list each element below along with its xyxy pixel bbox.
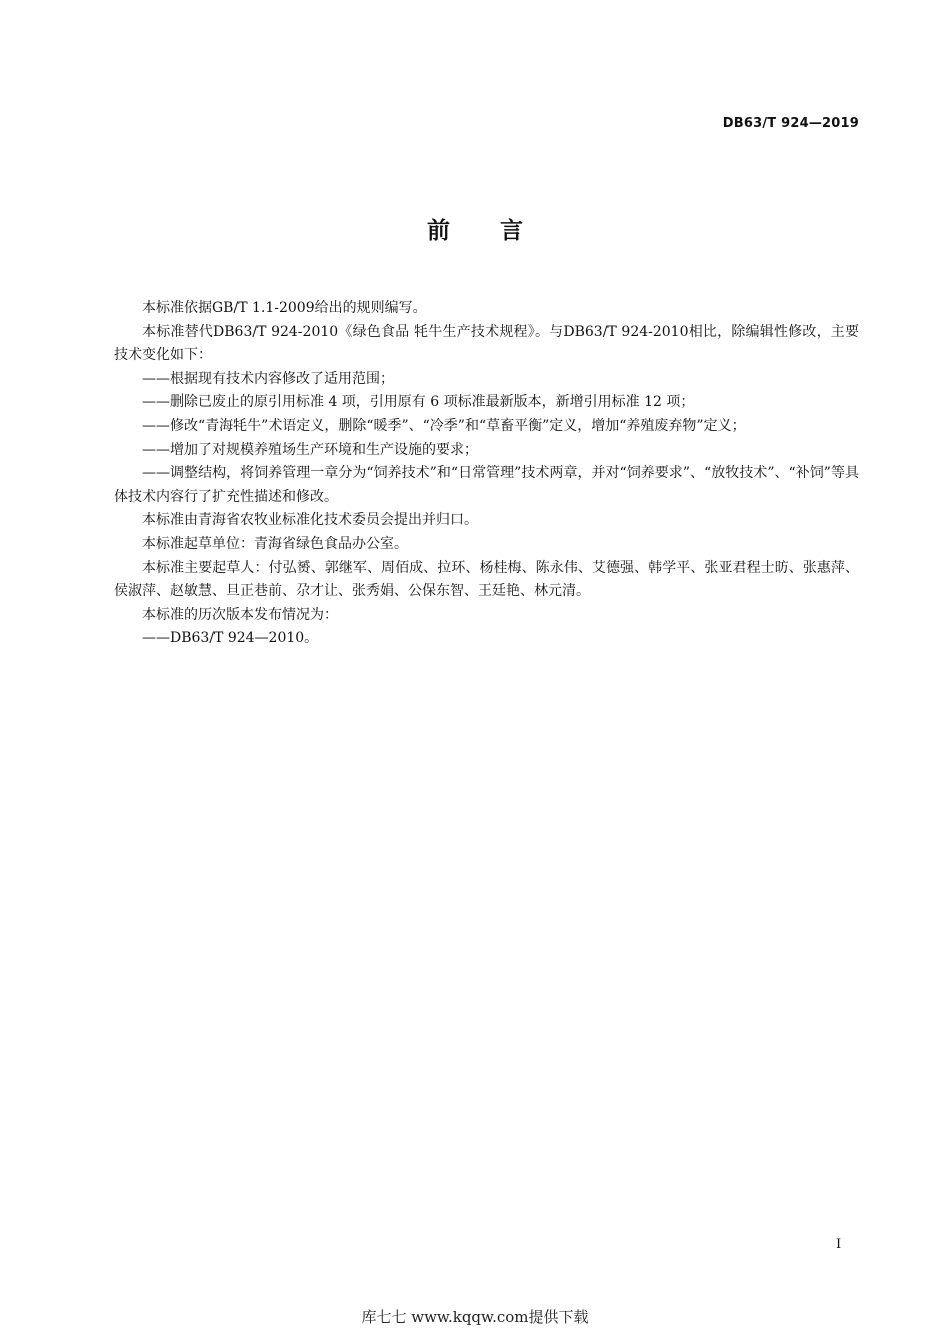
footer-watermark: 库七七 www.kqqw.com提供下载 <box>361 1308 589 1326</box>
document-code: DB63/T 924—2019 <box>722 116 859 131</box>
paragraph-history: 本标准的历次版本发布情况为： <box>142 606 338 623</box>
history-item: ——DB63/T 924—2010。 <box>142 630 319 647</box>
paragraph-drafting-unit: 本标准起草单位：青海省绿色食品办公室。 <box>142 535 408 552</box>
change-item: ——根据现有技术内容修改了适用范围； <box>142 370 394 387</box>
change-item: ——删除已废止的原引用标准 4 项，引用原有 6 项标准最新版本，新增引用标准 12 项； <box>142 394 695 411</box>
change-item: ——修改“青海牦牛”术语定义，删除“暖季”、“冷季”和“草畜平衡”定义，增加“养殖废弃物”定义； <box>142 417 746 434</box>
change-item: ——增加了对规模养殖场生产环境和生产设施的要求； <box>142 441 478 458</box>
page-number: I <box>836 1237 842 1252</box>
document-body <box>114 297 859 651</box>
change-item: ——调整结构，将饲养管理一章分为“饲养技术”和“日常管理”技术两章，并对“饲养要求”、“放牧技术”、“补饲”等具体技术内容行了扩充性描述和修改。 <box>114 465 859 505</box>
paragraph-basis: 本标准依据GB/T 1.1-2009给出的规则编写。 <box>142 300 427 316</box>
paragraph-drafters: 本标准主要起草人：付弘赟、郭继军、周佰成、拉环、杨桂梅、陈永伟、艾德强、韩学平、张亚君程士昉、张惠萍、侯淑萍、赵敏慧、旦正巷前、尕才让、张秀娟、公保东智、王廷艳、林元清。 <box>114 559 859 600</box>
paragraph-replacement: 本标准替代DB63/T 924-2010《绿色食品 牦牛生产技术规程》。与DB63/T 924-2010相比，除编辑性修改，主要技术变化如下： <box>114 323 859 364</box>
paragraph-proposer: 本标准由青海省农牧业标准化技术委员会提出并归口。 <box>142 512 478 529</box>
page-title: 前言 <box>427 218 573 244</box>
